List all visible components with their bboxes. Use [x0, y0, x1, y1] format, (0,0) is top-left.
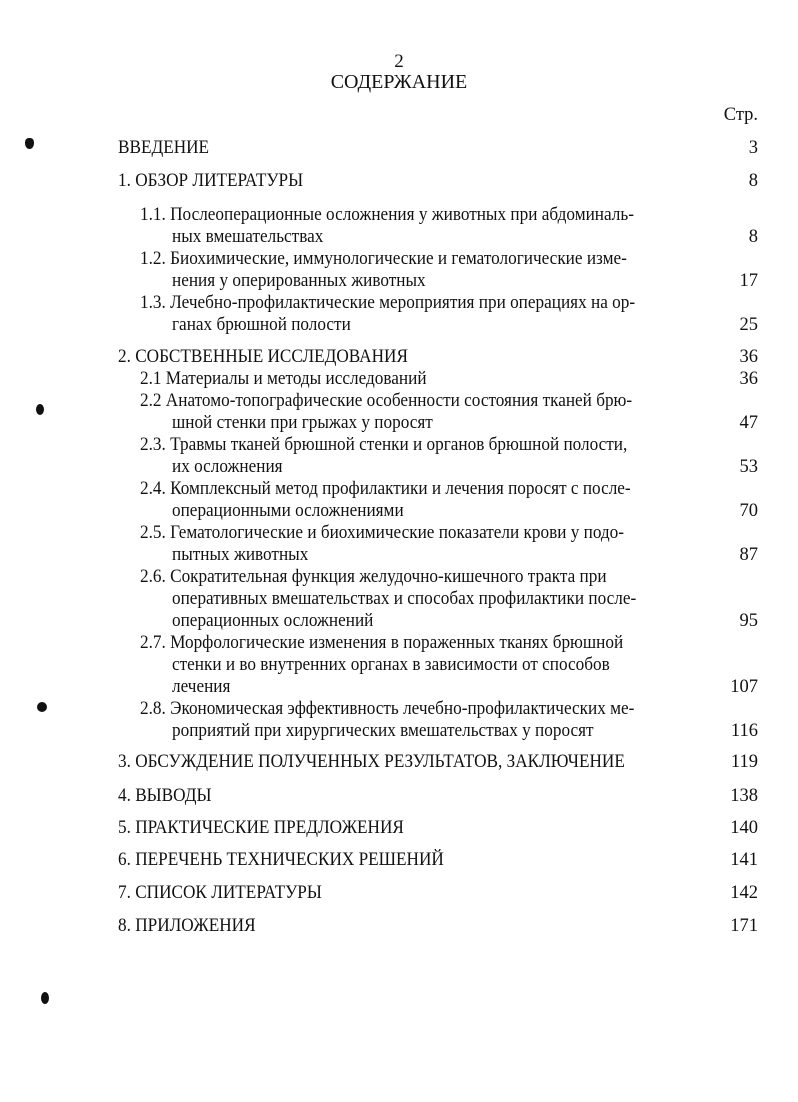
toc-entry-page: 141 — [730, 850, 758, 870]
toc-entry-page: 142 — [730, 883, 758, 903]
toc-entry-title: ВВЕДЕНИЕ — [118, 138, 210, 158]
toc-entry-page: 17 — [739, 271, 758, 291]
toc-entry-title: 2. СОБСТВЕННЫЕ ИССЛЕДОВАНИЯ — [118, 347, 408, 367]
toc-entry-title: 1. ОБЗОР ЛИТЕРАТУРЫ — [118, 171, 304, 191]
toc-entry-title-continuation: их осложнения — [172, 457, 283, 477]
scan-mark-icon — [37, 702, 47, 712]
toc-entry-title: 1.2. Биохимические, иммунологические и гематологические изме- — [140, 249, 627, 269]
toc-entry-page: 87 — [739, 545, 758, 565]
toc-entry-title: 2.7. Морфологические изменения в пораженных тканях брюшной — [140, 633, 624, 653]
toc-entry-title: 3. ОБСУЖДЕНИЕ ПОЛУЧЕННЫХ РЕЗУЛЬТАТОВ, ЗАКЛЮЧЕНИЕ — [118, 752, 625, 772]
toc-entry-title: 2.8. Экономическая эффективность лечебно-профилактических ме- — [140, 699, 635, 719]
toc-entry-title: 2.5. Гематологические и биохимические показатели крови у подо- — [140, 523, 625, 543]
page-number: 2 — [394, 51, 404, 72]
toc-entry-page: 107 — [730, 677, 758, 697]
toc-entry-page: 25 — [739, 315, 758, 335]
toc-entry-page: 47 — [739, 413, 758, 433]
toc-entry-title: 8. ПРИЛОЖЕНИЯ — [118, 916, 256, 936]
toc-entry-page: 3 — [748, 138, 758, 158]
toc-entry-title-continuation: нения у оперированных животных — [172, 271, 426, 291]
toc-entry-title-continuation: пытных животных — [172, 545, 309, 565]
toc-entry-page: 95 — [739, 611, 758, 631]
toc-entry-title: 1.3. Лечебно-профилактические мероприятия при операциях на ор- — [140, 293, 636, 313]
toc-entry-page: 116 — [730, 721, 758, 741]
toc-entry-title-continuation: оперативных вмешательствах и способах профилактики после- — [172, 589, 637, 609]
toc-entry-page: 138 — [730, 786, 758, 806]
toc-entry-page: 119 — [730, 752, 758, 772]
toc-entry-title: 2.4. Комплексный метод профилактики и лечения поросят с после- — [140, 479, 631, 499]
toc-entry-title-continuation: ганах брюшной полости — [172, 315, 351, 335]
toc-entry-page: 36 — [739, 369, 758, 389]
toc-entry-title: 1.1. Послеоперационные осложнения у животных при абдоминаль- — [140, 205, 634, 225]
toc-entry-title-continuation: стенки и во внутренних органах в зависимости от способов — [172, 655, 610, 675]
scan-mark-icon — [25, 138, 34, 149]
toc-entry-title-continuation: лечения — [172, 677, 231, 697]
toc-entry-title-continuation: роприятий при хирургических вмешательствах у поросят — [172, 721, 594, 741]
toc-entry-page: 53 — [739, 457, 758, 477]
toc-entry-title-continuation: шной стенки при грыжах у поросят — [172, 413, 433, 433]
toc-entry-page: 140 — [730, 818, 758, 838]
page-title: СОДЕРЖАНИЕ — [330, 71, 468, 93]
toc-entry-page: 171 — [730, 916, 758, 936]
scan-mark-icon — [41, 992, 49, 1004]
toc-entry-page: 70 — [739, 501, 758, 521]
toc-entry-title-continuation: операционными осложнениями — [172, 501, 404, 521]
toc-entry-title: 2.1 Материалы и методы исследований — [140, 369, 427, 389]
toc-entry-title: 7. СПИСОК ЛИТЕРАТУРЫ — [118, 883, 322, 903]
toc-entry-title: 2.2 Анатомо-топографические особенности состояния тканей брю- — [140, 391, 633, 411]
toc-entry-title: 2.3. Травмы тканей брюшной стенки и органов брюшной полости, — [140, 435, 628, 455]
page-column-label: Стр. — [723, 105, 758, 125]
toc-entry-page: 8 — [748, 227, 758, 247]
toc-entry-title: 2.6. Сократительная функция желудочно-кишечного тракта при — [140, 567, 607, 587]
toc-entry-page: 8 — [748, 171, 758, 191]
toc-entry-title: 6. ПЕРЕЧЕНЬ ТЕХНИЧЕСКИХ РЕШЕНИЙ — [118, 850, 444, 870]
scan-mark-icon — [36, 404, 44, 415]
toc-entry-page: 36 — [739, 347, 758, 367]
toc-entry-title: 4. ВЫВОДЫ — [118, 786, 212, 806]
toc-entry-title: 5. ПРАКТИЧЕСКИЕ ПРЕДЛОЖЕНИЯ — [118, 818, 404, 838]
toc-entry-title-continuation: ных вмешательствах — [172, 227, 324, 247]
toc-entry-title-continuation: операционных осложнений — [172, 611, 374, 631]
